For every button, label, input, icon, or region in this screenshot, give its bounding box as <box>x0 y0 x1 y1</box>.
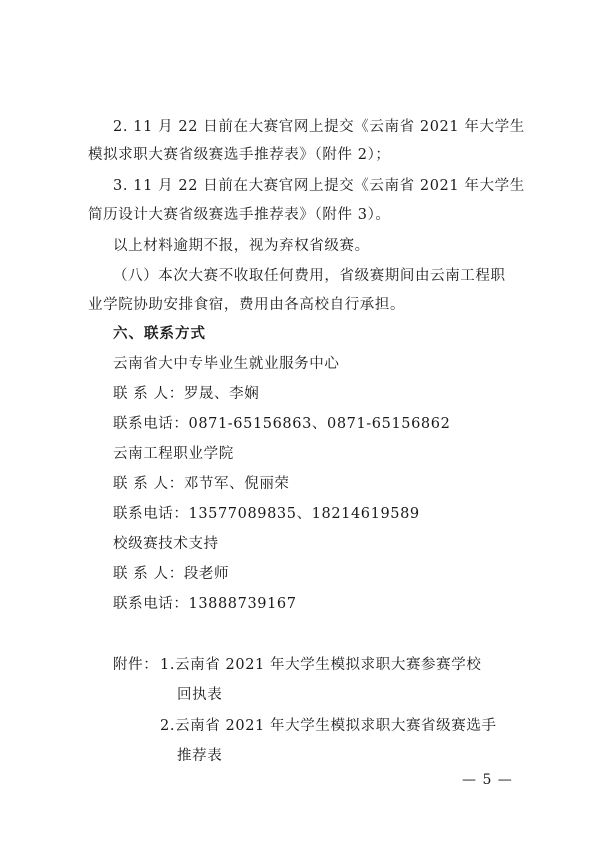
org-3-contact: 联 系 人：段老师 <box>113 566 230 582</box>
org-1-name: 云南省大中专毕业生就业服务中心 <box>113 356 340 372</box>
page-number: — 5 — <box>462 772 513 788</box>
item-2-line-1: 2. 11 月 22 日前在大赛官网上提交《云南省 2021 年大学生 <box>113 119 525 135</box>
org-2-phone: 联系电话：13577089835、18214619589 <box>113 506 420 522</box>
attachment-2-line-1: 2.云南省 2021 年大学生模拟求职大赛省级赛选手 <box>160 718 497 734</box>
org-2-name: 云南工程职业学院 <box>113 446 234 462</box>
org-1-phone: 联系电话：0871-65156863、0871-65156862 <box>113 416 451 432</box>
item-3-line-1: 3. 11 月 22 日前在大赛官网上提交《云南省 2021 年大学生 <box>113 178 525 194</box>
org-2-contact: 联 系 人：邓节军、倪丽荣 <box>113 476 290 492</box>
org-3-phone: 联系电话：13888739167 <box>113 596 297 612</box>
section-8-line-2: 业学院协助安排食宿，费用由各高校自行承担。 <box>88 297 406 313</box>
org-3-name: 校级赛技术支持 <box>113 536 219 552</box>
section-6-heading: 六、联系方式 <box>113 326 206 342</box>
late-notice: 以上材料逾期不报，视为弃权省级赛。 <box>113 238 370 254</box>
attachment-1-line-1: 1.云南省 2021 年大学生模拟求职大赛参赛学校 <box>160 657 482 673</box>
item-2-line-2: 模拟求职大赛省级赛选手推荐表》（附件 2）； <box>88 147 391 163</box>
attachment-1-line-2: 回执表 <box>177 687 223 703</box>
item-3-line-2: 简历设计大赛省级赛选手推荐表》（附件 3）。 <box>88 207 391 223</box>
attachment-2-line-2: 推荐表 <box>177 748 223 764</box>
attachments-label: 附件： <box>113 657 159 673</box>
section-8-line-1: （八）本次大赛不收取任何费用，省级赛期间由云南工程职 <box>113 268 506 284</box>
org-1-contact: 联 系 人：罗晟、李娴 <box>113 386 260 402</box>
